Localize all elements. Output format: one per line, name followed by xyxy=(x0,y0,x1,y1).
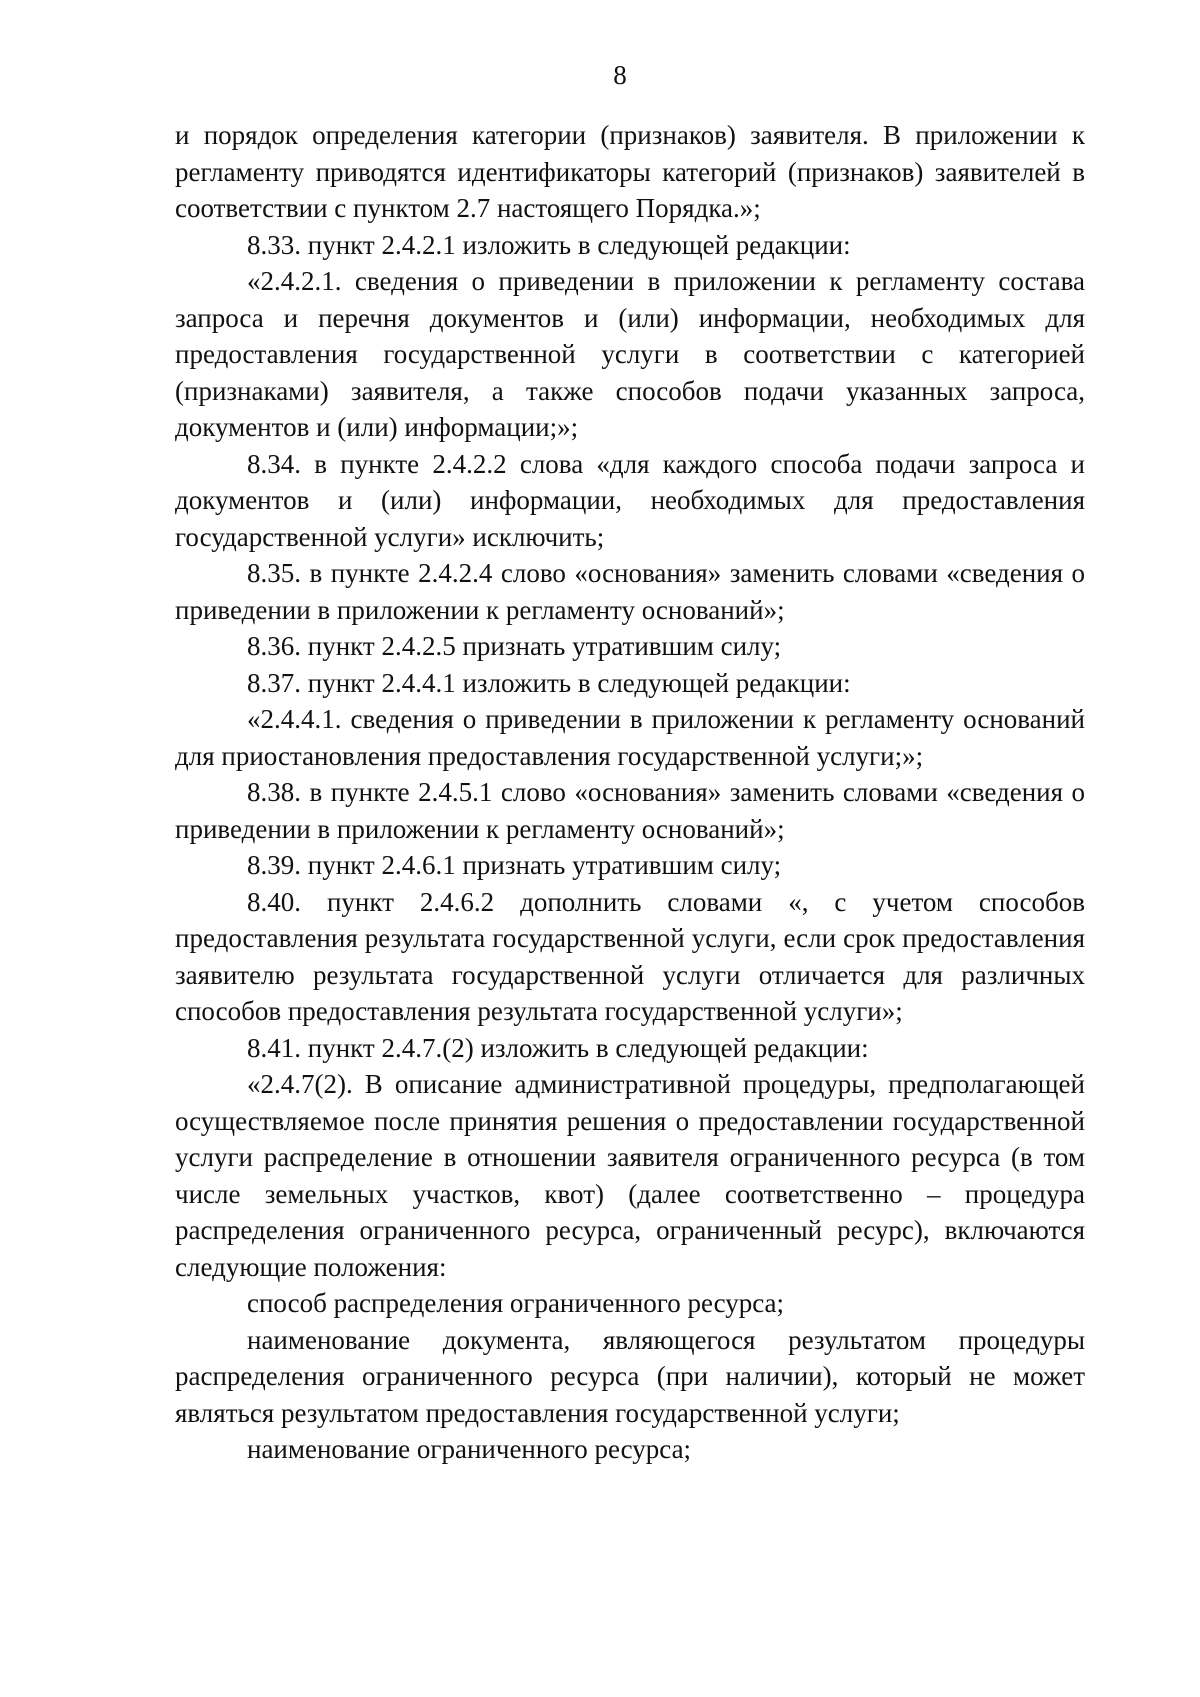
paragraph-item-8-34: 8.34. в пункте 2.4.2.2 слова «для каждого способа подачи запроса и документов и (или) информации, необходимых для предоставления государственной услуги» исключить; xyxy=(175,448,1085,552)
paragraph-list-item: наименование документа, являющегося результатом процедуры распределения ограниченного ресурса (при наличии), который не может являться результатом предоставления государственной услуги; xyxy=(175,1324,1085,1428)
paragraph-item-8-39: 8.39. пункт 2.4.6.1 признать утратившим силу; xyxy=(247,850,782,880)
paragraph-item-8-38: 8.38. в пункте 2.4.5.1 слово «основания» заменить словами «сведения о приведении в приложении к регламенту оснований»; xyxy=(175,777,1085,844)
paragraph-list-item: способ распределения ограниченного ресурса; xyxy=(247,1288,785,1318)
paragraph: и порядок определения категории (признаков) заявителя. В приложении к регламенту приводятся идентификаторы категорий (признаков) заявителей в соответствии с пунктом 2.7 настоящего Порядка.»; xyxy=(175,120,1085,223)
paragraph-quote-2-4-2-1: «2.4.2.1. сведения о приведении в приложении к регламенту состава запроса и перечня документов и (или) информации, необходимых для предоставления государственной услуги в соответствии с категорией (признаками) заявителя, а также способов подачи указанных запроса, документов и (или) информации;»; xyxy=(175,266,1085,442)
paragraph-item-8-35: 8.35. в пункте 2.4.2.4 слово «основания» заменить словами «сведения о приведении в приложении к регламенту оснований»; xyxy=(175,558,1085,625)
paragraph-item-8-33: 8.33. пункт 2.4.2.1 изложить в следующей редакции: xyxy=(247,229,851,260)
paragraph-item-8-37: 8.37. пункт 2.4.4.1 изложить в следующей редакции: xyxy=(247,667,851,698)
paragraph-list-item: наименование ограниченного ресурса; xyxy=(247,1434,692,1464)
page-number: 8 xyxy=(613,60,627,90)
paragraph-item-8-40: 8.40. пункт 2.4.6.2 дополнить словами «, с учетом способов предоставления результата государственной услуги, если срок предоставления заявителю результата государственной услуги отличается для различных способов предоставления результата государственной услуги»; xyxy=(175,886,1085,1026)
paragraph-item-8-41: 8.41. пункт 2.4.7.(2) изложить в следующей редакции: xyxy=(247,1032,869,1063)
paragraph-quote-2-4-7-2: «2.4.7(2). В описание административной процедуры, предполагающей осуществляемое после принятия решения о предоставлении государственной услуги распределение в отношении заявителя ограниченного ресурса (в том числе земельных участков, квот) (далее соответственно – процедура распределения ограниченного ресурса, ограниченный ресурс), включаются следующие положения: xyxy=(175,1069,1085,1282)
paragraph-quote-2-4-4-1: «2.4.4.1. сведения о приведении в приложении к регламенту оснований для приостановления предоставления государственной услуги;»; xyxy=(175,704,1085,771)
document-body xyxy=(175,117,1085,1468)
paragraph-item-8-36: 8.36. пункт 2.4.2.5 признать утратившим силу; xyxy=(247,631,782,661)
